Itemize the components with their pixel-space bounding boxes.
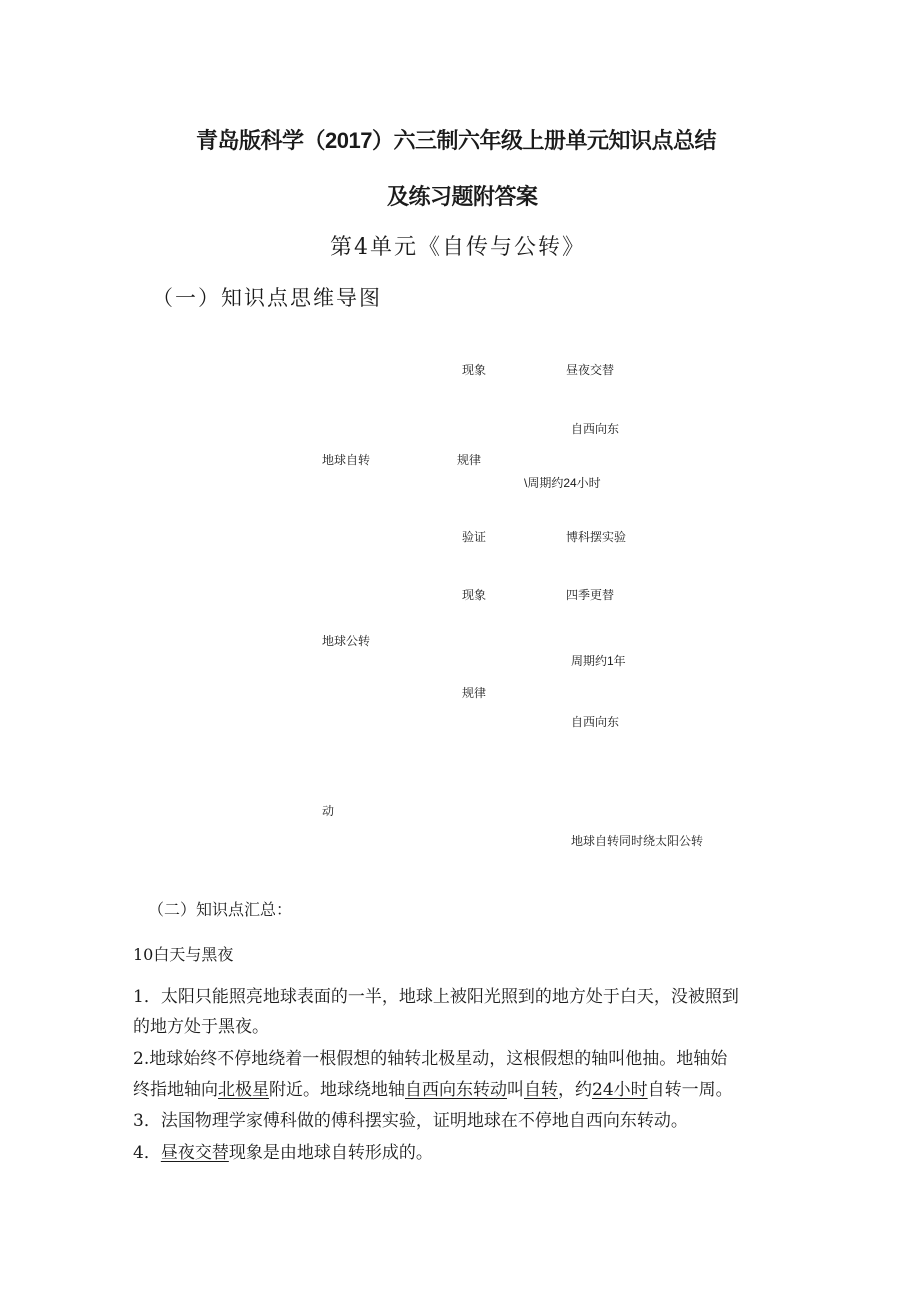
list-item [133,1106,688,1131]
rotation-proof-value: 博科摆实验 [566,530,627,544]
item-text: ．法国物理学家傅科做的傅科摆实验，证明地球在不停地自西向东转动。 [143,1111,688,1131]
underlined-answer: 昼夜交替 [160,1143,229,1163]
unit-title: 第4单元《自传与公转》 [330,235,586,260]
item-number: 1 [133,987,144,1007]
underlined-answer: 24小时 [592,1080,648,1100]
item-text: 终指地轴向 [133,1080,218,1100]
mindmap-extra-right: 地球自转同时绕太阳公转 [571,834,704,848]
revolution-law-label: 规律 [462,686,487,700]
item-number: 2 [133,1049,144,1069]
section-heading-summary: （二）知识点汇总： [148,900,293,919]
underlined-answer: 自西向东转动 [405,1080,507,1100]
list-item [133,1044,727,1069]
revolution-law-value2: 自西向东 [571,715,620,729]
document-title-line2: 及练习题附答案 [387,184,538,209]
list-item [133,982,739,1007]
mindmap-extra-left: 动 [322,804,335,818]
underlined-answer: 自转 [524,1080,558,1100]
revolution-law-value1: 周期约1年 [571,654,626,668]
revolution-root: 地球公转 [322,634,371,648]
item-text: 自转一周。 [647,1080,733,1100]
lesson-title: 10白天与黑夜 [133,945,234,964]
item-number: 3 [133,1111,144,1131]
rotation-proof-label: 验证 [462,530,487,544]
document-title-line1: 青岛版科学（2017）六三制六年级上册单元知识点总结 [196,128,716,153]
section-heading-mindmap: （一）知识点思维导图 [152,286,382,310]
item-text: 叫 [507,1080,524,1100]
revolution-phenomenon-value: 四季更替 [566,588,615,602]
list-item-continuation [133,1075,733,1100]
item-number: 4 [133,1143,144,1163]
rotation-law-value1: 自西向东 [571,422,620,436]
item-text: 现象是由地球自转形成的。 [228,1143,433,1163]
rotation-law-value2: \周期约24小时 [524,476,601,490]
item-text: 附近。地球绕地轴 [269,1080,405,1100]
item-text: ．太阳只能照亮地球表面的一半，地球上被阳光照到的地方处于白天，没被照到 [143,987,739,1007]
rotation-law-label: 规律 [457,453,482,467]
underlined-answer: 北极星 [218,1080,269,1100]
list-item-continuation: 的地方处于黑夜。 [133,1017,269,1037]
list-item [133,1138,433,1163]
revolution-phenomenon-label: 现象 [462,588,487,602]
item-text: .地球始终不停地绕着一根假想的轴转北极星动，这根假想的轴叫他抽。地轴始 [143,1049,728,1069]
item-text: ． [143,1143,161,1163]
item-text: ，约 [558,1080,592,1100]
rotation-root: 地球自转 [322,453,371,467]
rotation-phenomenon-label: 现象 [462,363,487,377]
rotation-phenomenon-value: 昼夜交替 [566,363,615,377]
